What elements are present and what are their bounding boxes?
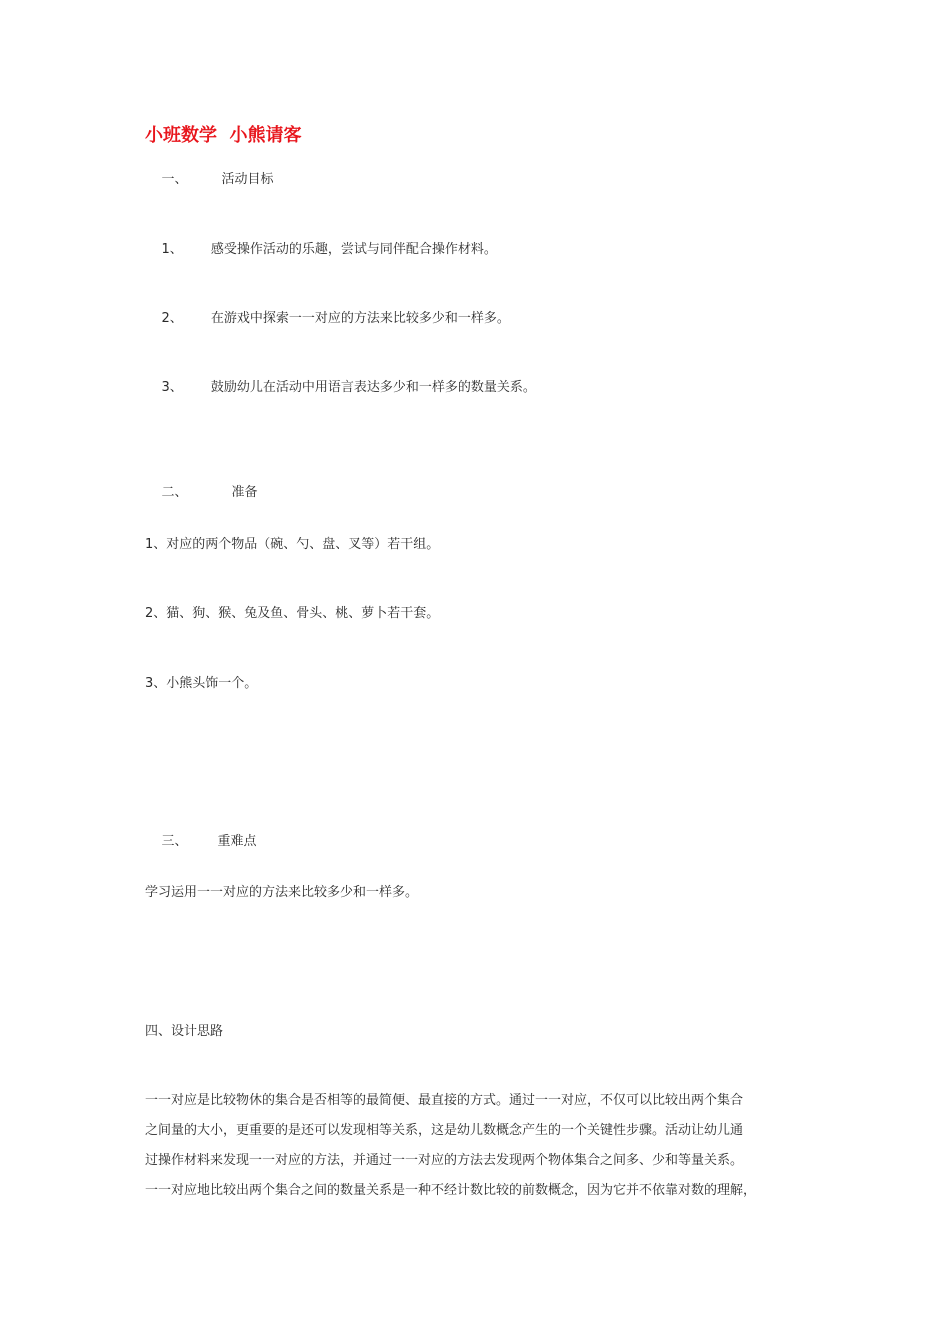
- section1-item-2: [145, 292, 510, 346]
- section2-item-2: 2、猫、狗、猴、兔及鱼、骨头、桃、萝卜若干套。: [145, 606, 440, 621]
- section3-heading: [145, 815, 257, 869]
- item-text: 鼓励幼儿在活动中用语言表达多少和一样多的数量关系。: [210, 380, 536, 395]
- section2-heading: [145, 466, 258, 520]
- paragraph-line-3: 过操作材料来发现一一对应的方法，并通过一一对应的方法去发现两个物体集合之间多、少和等量关系。: [145, 1153, 744, 1168]
- section1-item-1: [145, 223, 497, 277]
- item-number: 2、: [161, 311, 183, 326]
- section1-title: 活动目标: [221, 172, 274, 187]
- section1-item-3: [145, 361, 536, 415]
- document-title: 小班数学 小熊请客: [145, 125, 302, 146]
- section2-item-1: 1、对应的两个物品（碗、勺、盘、叉等）若干组。: [145, 537, 440, 552]
- paragraph-line-4: 一一对应地比较出两个集合之间的数量关系是一种不经计数比较的前数概念，因为它并不依靠对数的理解，: [145, 1183, 757, 1198]
- item-text: 感受操作活动的乐趣，尝试与同伴配合操作材料。: [210, 242, 497, 257]
- section4-heading: 四、设计思路: [145, 1024, 224, 1039]
- section2-item-3: 3、小熊头饰一个。: [145, 676, 258, 691]
- section3-title: 重难点: [217, 834, 257, 849]
- section2-title: 准备: [231, 485, 258, 500]
- item-text: 在游戏中探索一一对应的方法来比较多少和一样多。: [210, 311, 510, 326]
- section1-heading: [145, 153, 274, 207]
- section2-number: 二、: [161, 485, 188, 500]
- item-number: 1、: [161, 242, 183, 257]
- paragraph-line-1: 一一对应是比较物休的集合是否相等的最简便、最直接的方式。通过一一对应，不仅可以比较出两个集合: [145, 1093, 744, 1108]
- section3-text: 学习运用一一对应的方法来比较多少和一样多。: [145, 885, 419, 900]
- paragraph-line-2: 之间量的大小，更重要的是还可以发现相等关系，这是幼儿数概念产生的一个关键性步骤。活动让幼儿通: [145, 1123, 744, 1138]
- section4-paragraph: [145, 1086, 815, 1206]
- section1-number: 一、: [161, 172, 188, 187]
- section3-number: 三、: [161, 834, 188, 849]
- item-number: 3、: [161, 380, 183, 395]
